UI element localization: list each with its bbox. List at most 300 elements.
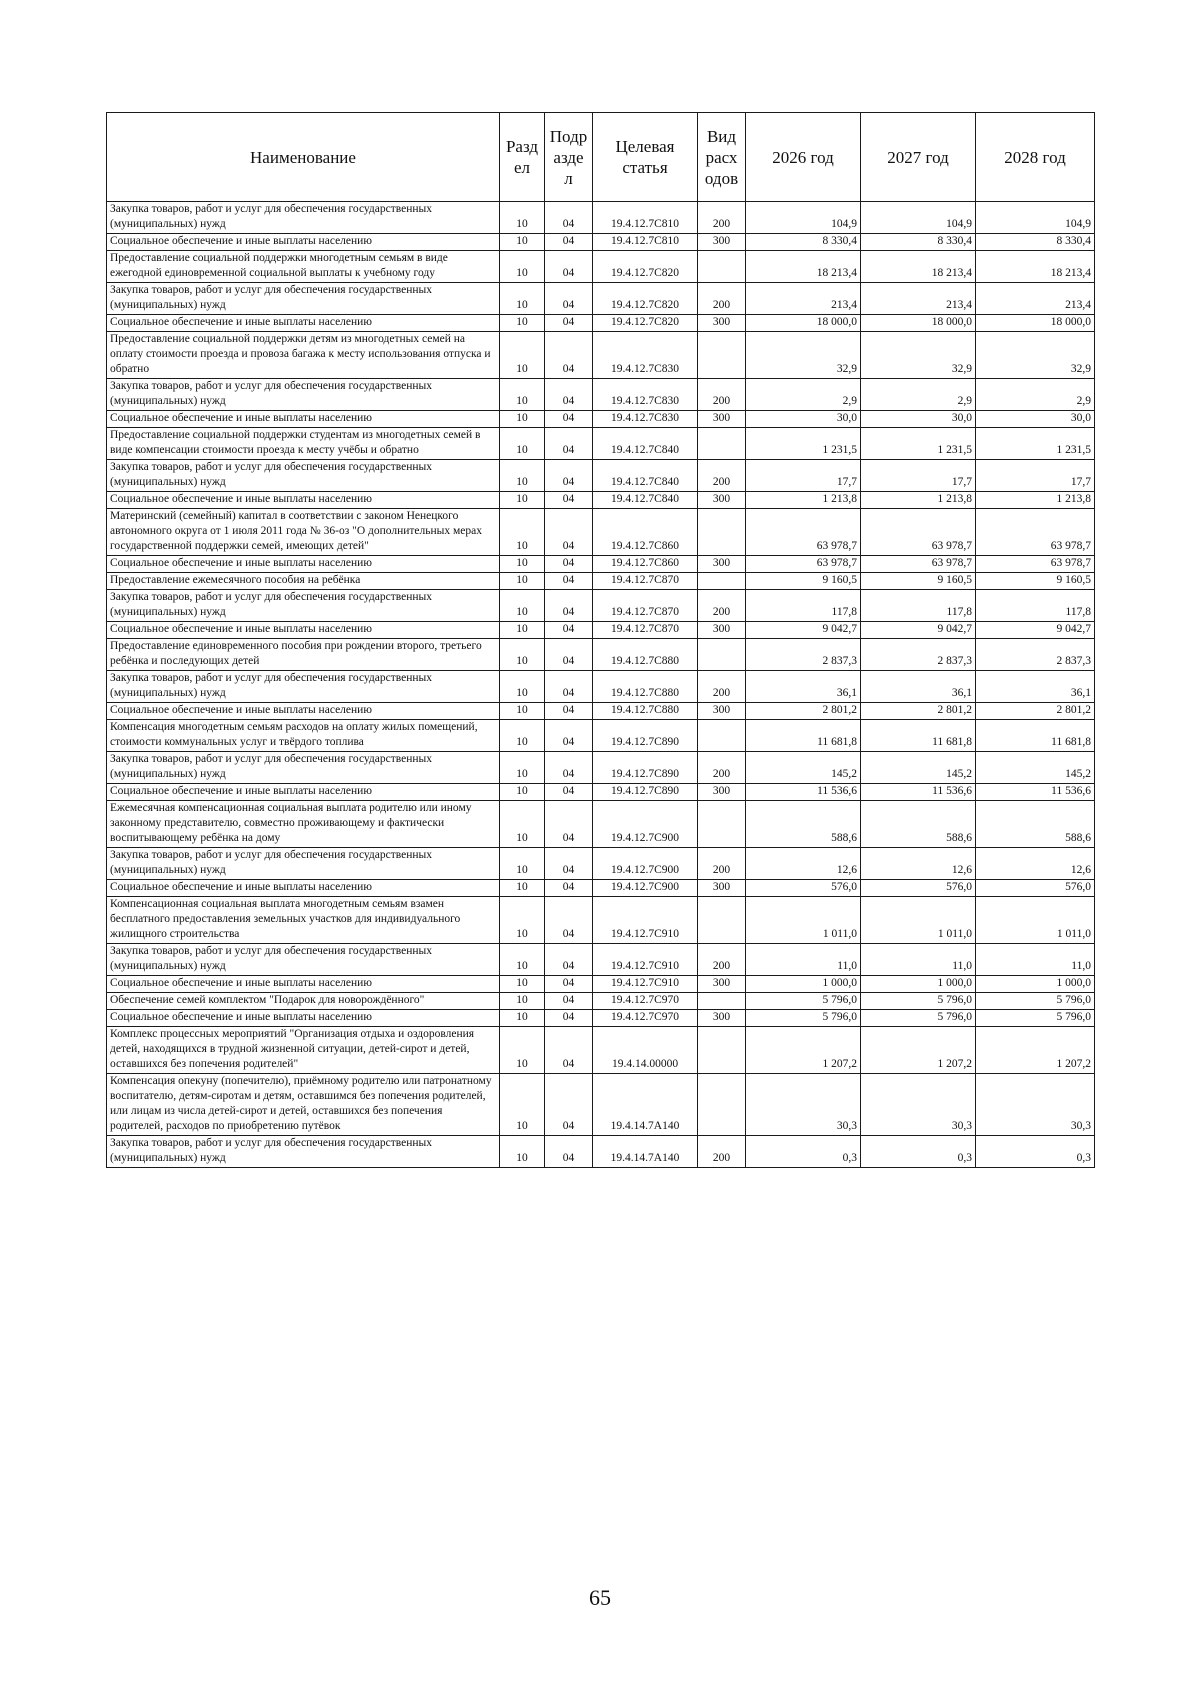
row-amount-2026: 117,8 <box>746 590 861 622</box>
table-row <box>107 460 1095 492</box>
row-name: Социальное обеспечение и иные выплаты населению <box>107 784 500 801</box>
row-target-article: 19.4.12.7С900 <box>593 801 698 848</box>
row-target-article: 19.4.12.7С840 <box>593 428 698 460</box>
table-row <box>107 897 1095 944</box>
row-expense-type: 300 <box>698 556 746 573</box>
row-target-article: 19.4.12.7С830 <box>593 411 698 428</box>
row-expense-type <box>698 897 746 944</box>
table-row <box>107 509 1095 556</box>
row-name: Закупка товаров, работ и услуг для обеспечения государственных (муниципальных) нужд <box>107 752 500 784</box>
row-podrazdel: 04 <box>545 379 593 411</box>
row-amount-2028: 1 213,8 <box>976 492 1095 509</box>
row-amount-2028: 1 000,0 <box>976 976 1095 993</box>
row-expense-type: 300 <box>698 492 746 509</box>
row-amount-2027: 18 213,4 <box>861 251 976 283</box>
header-row <box>107 113 1095 202</box>
row-amount-2027: 5 796,0 <box>861 1010 976 1027</box>
row-amount-2027: 2,9 <box>861 379 976 411</box>
row-target-article: 19.4.12.7С880 <box>593 703 698 720</box>
row-amount-2026: 30,0 <box>746 411 861 428</box>
row-razdel: 10 <box>500 880 545 897</box>
row-target-article: 19.4.12.7С910 <box>593 944 698 976</box>
row-target-article: 19.4.12.7С840 <box>593 492 698 509</box>
row-name: Закупка товаров, работ и услуг для обеспечения государственных (муниципальных) нужд <box>107 202 500 234</box>
row-amount-2026: 11,0 <box>746 944 861 976</box>
row-name: Комплекс процессных мероприятий "Организация отдыха и оздоровления детей, находящихся в трудной жизненной ситуации, детей-сирот и детей, оставшихся без попечения родителей" <box>107 1027 500 1074</box>
row-expense-type <box>698 428 746 460</box>
row-podrazdel: 04 <box>545 897 593 944</box>
row-podrazdel: 04 <box>545 1136 593 1168</box>
row-razdel: 10 <box>500 622 545 639</box>
row-razdel: 10 <box>500 428 545 460</box>
row-podrazdel: 04 <box>545 492 593 509</box>
table-row <box>107 556 1095 573</box>
row-razdel: 10 <box>500 492 545 509</box>
row-amount-2026: 213,4 <box>746 283 861 315</box>
table-row <box>107 379 1095 411</box>
row-target-article: 19.4.12.7С820 <box>593 251 698 283</box>
row-podrazdel: 04 <box>545 315 593 332</box>
row-amount-2027: 2 837,3 <box>861 639 976 671</box>
row-amount-2028: 11,0 <box>976 944 1095 976</box>
row-podrazdel: 04 <box>545 590 593 622</box>
row-amount-2027: 576,0 <box>861 880 976 897</box>
row-razdel: 10 <box>500 1074 545 1136</box>
row-amount-2026: 32,9 <box>746 332 861 379</box>
page-number: 65 <box>589 1585 611 1610</box>
row-razdel: 10 <box>500 976 545 993</box>
row-amount-2026: 18 000,0 <box>746 315 861 332</box>
row-amount-2028: 117,8 <box>976 590 1095 622</box>
row-name: Социальное обеспечение и иные выплаты населению <box>107 703 500 720</box>
row-razdel: 10 <box>500 1027 545 1074</box>
row-amount-2026: 11 681,8 <box>746 720 861 752</box>
row-amount-2027: 18 000,0 <box>861 315 976 332</box>
row-amount-2028: 32,9 <box>976 332 1095 379</box>
row-razdel: 10 <box>500 573 545 590</box>
row-amount-2026: 11 536,6 <box>746 784 861 801</box>
row-amount-2026: 2 837,3 <box>746 639 861 671</box>
header-razdel: Разд ел <box>500 113 545 202</box>
row-amount-2028: 12,6 <box>976 848 1095 880</box>
row-name: Ежемесячная компенсационная социальная выплата родителю или иному законному представителю, совместно проживающему и фактически воспитывающему ребёнка на дому <box>107 801 500 848</box>
row-amount-2027: 17,7 <box>861 460 976 492</box>
row-amount-2028: 588,6 <box>976 801 1095 848</box>
row-amount-2028: 63 978,7 <box>976 556 1095 573</box>
row-name: Социальное обеспечение и иные выплаты населению <box>107 1010 500 1027</box>
row-target-article: 19.4.12.7С830 <box>593 379 698 411</box>
row-expense-type: 300 <box>698 315 746 332</box>
row-razdel: 10 <box>500 944 545 976</box>
table-row <box>107 1027 1095 1074</box>
row-amount-2028: 0,3 <box>976 1136 1095 1168</box>
table-row <box>107 332 1095 379</box>
row-name: Закупка товаров, работ и услуг для обеспечения государственных (муниципальных) нужд <box>107 379 500 411</box>
table-row <box>107 573 1095 590</box>
row-razdel: 10 <box>500 509 545 556</box>
row-razdel: 10 <box>500 590 545 622</box>
row-amount-2028: 18 213,4 <box>976 251 1095 283</box>
row-expense-type: 200 <box>698 460 746 492</box>
row-amount-2028: 576,0 <box>976 880 1095 897</box>
row-amount-2026: 576,0 <box>746 880 861 897</box>
row-amount-2026: 9 042,7 <box>746 622 861 639</box>
row-amount-2027: 1 213,8 <box>861 492 976 509</box>
row-razdel: 10 <box>500 460 545 492</box>
table-row <box>107 428 1095 460</box>
row-razdel: 10 <box>500 784 545 801</box>
row-expense-type: 300 <box>698 234 746 251</box>
row-podrazdel: 04 <box>545 720 593 752</box>
row-expense-type <box>698 573 746 590</box>
row-amount-2026: 104,9 <box>746 202 861 234</box>
row-expense-type <box>698 1074 746 1136</box>
row-target-article: 19.4.12.7С820 <box>593 315 698 332</box>
row-amount-2028: 2 837,3 <box>976 639 1095 671</box>
row-amount-2026: 17,7 <box>746 460 861 492</box>
row-amount-2028: 213,4 <box>976 283 1095 315</box>
row-amount-2026: 12,6 <box>746 848 861 880</box>
row-expense-type: 300 <box>698 411 746 428</box>
row-name: Предоставление единовременного пособия при рождении второго, третьего ребёнка и последующих детей <box>107 639 500 671</box>
row-amount-2027: 12,6 <box>861 848 976 880</box>
table-body <box>107 202 1095 1168</box>
row-target-article: 19.4.12.7С870 <box>593 622 698 639</box>
table-row <box>107 1136 1095 1168</box>
row-name: Закупка товаров, работ и услуг для обеспечения государственных (муниципальных) нужд <box>107 1136 500 1168</box>
row-amount-2027: 63 978,7 <box>861 556 976 573</box>
row-target-article: 19.4.12.7С890 <box>593 720 698 752</box>
row-name: Материнский (семейный) капитал в соответствии с законом Ненецкого автономного округа от 1 июля 2011 года № 36-оз "О дополнительных мерах государственной поддержки семей, имеющих детей" <box>107 509 500 556</box>
row-expense-type <box>698 639 746 671</box>
table-header <box>107 113 1095 202</box>
row-expense-type: 200 <box>698 671 746 703</box>
row-amount-2026: 36,1 <box>746 671 861 703</box>
row-amount-2028: 9 042,7 <box>976 622 1095 639</box>
row-target-article: 19.4.12.7С840 <box>593 460 698 492</box>
row-amount-2026: 1 207,2 <box>746 1027 861 1074</box>
row-expense-type <box>698 801 746 848</box>
row-razdel: 10 <box>500 315 545 332</box>
row-amount-2028: 1 011,0 <box>976 897 1095 944</box>
row-amount-2027: 1 231,5 <box>861 428 976 460</box>
row-amount-2027: 30,3 <box>861 1074 976 1136</box>
row-razdel: 10 <box>500 202 545 234</box>
row-expense-type: 200 <box>698 283 746 315</box>
row-podrazdel: 04 <box>545 1027 593 1074</box>
row-podrazdel: 04 <box>545 1074 593 1136</box>
row-target-article: 19.4.12.7С890 <box>593 752 698 784</box>
table-row <box>107 801 1095 848</box>
row-expense-type <box>698 720 746 752</box>
row-name: Закупка товаров, работ и услуг для обеспечения государственных (муниципальных) нужд <box>107 848 500 880</box>
row-amount-2026: 9 160,5 <box>746 573 861 590</box>
row-razdel: 10 <box>500 703 545 720</box>
row-amount-2026: 2 801,2 <box>746 703 861 720</box>
row-razdel: 10 <box>500 848 545 880</box>
table-row <box>107 671 1095 703</box>
table-row <box>107 202 1095 234</box>
row-target-article: 19.4.14.00000 <box>593 1027 698 1074</box>
row-name: Социальное обеспечение и иные выплаты населению <box>107 880 500 897</box>
row-target-article: 19.4.12.7С900 <box>593 848 698 880</box>
row-amount-2028: 9 160,5 <box>976 573 1095 590</box>
row-amount-2028: 11 681,8 <box>976 720 1095 752</box>
row-podrazdel: 04 <box>545 460 593 492</box>
row-target-article: 19.4.12.7С910 <box>593 897 698 944</box>
table-row <box>107 251 1095 283</box>
row-podrazdel: 04 <box>545 752 593 784</box>
row-podrazdel: 04 <box>545 202 593 234</box>
table-row <box>107 703 1095 720</box>
row-target-article: 19.4.12.7С810 <box>593 202 698 234</box>
row-amount-2028: 1 231,5 <box>976 428 1095 460</box>
row-amount-2026: 63 978,7 <box>746 509 861 556</box>
row-podrazdel: 04 <box>545 703 593 720</box>
row-razdel: 10 <box>500 556 545 573</box>
table-row <box>107 784 1095 801</box>
row-podrazdel: 04 <box>545 944 593 976</box>
row-name: Обеспечение семей комплектом "Подарок для новорождённого" <box>107 993 500 1010</box>
header-year-2028: 2028 год <box>976 113 1095 202</box>
row-target-article: 19.4.12.7С880 <box>593 639 698 671</box>
row-amount-2028: 145,2 <box>976 752 1095 784</box>
row-amount-2028: 17,7 <box>976 460 1095 492</box>
row-amount-2028: 2 801,2 <box>976 703 1095 720</box>
row-amount-2026: 18 213,4 <box>746 251 861 283</box>
row-name: Компенсация опекуну (попечителю), приёмному родителю или патронатному воспитателю, детям-сиротам и детям, оставшимся без попечения родителей, или лицам из числа детей-сирот и детей, оставшихся без попечения родителей, расходов по приобретению путёвок <box>107 1074 500 1136</box>
row-amount-2026: 1 213,8 <box>746 492 861 509</box>
row-amount-2028: 5 796,0 <box>976 993 1095 1010</box>
row-amount-2027: 8 330,4 <box>861 234 976 251</box>
row-podrazdel: 04 <box>545 428 593 460</box>
row-target-article: 19.4.12.7С880 <box>593 671 698 703</box>
row-target-article: 19.4.14.7А140 <box>593 1074 698 1136</box>
table-row <box>107 411 1095 428</box>
row-name: Закупка товаров, работ и услуг для обеспечения государственных (муниципальных) нужд <box>107 283 500 315</box>
row-name: Социальное обеспечение и иные выплаты населению <box>107 556 500 573</box>
row-podrazdel: 04 <box>545 622 593 639</box>
row-amount-2026: 63 978,7 <box>746 556 861 573</box>
table-row <box>107 283 1095 315</box>
table-row <box>107 1074 1095 1136</box>
row-name: Закупка товаров, работ и услуг для обеспечения государственных (муниципальных) нужд <box>107 944 500 976</box>
table-row <box>107 622 1095 639</box>
row-podrazdel: 04 <box>545 234 593 251</box>
row-amount-2027: 1 000,0 <box>861 976 976 993</box>
row-amount-2027: 30,0 <box>861 411 976 428</box>
row-amount-2027: 11 681,8 <box>861 720 976 752</box>
table-row <box>107 720 1095 752</box>
row-amount-2027: 9 042,7 <box>861 622 976 639</box>
row-amount-2028: 11 536,6 <box>976 784 1095 801</box>
row-name: Закупка товаров, работ и услуг для обеспечения государственных (муниципальных) нужд <box>107 460 500 492</box>
row-target-article: 19.4.12.7С910 <box>593 976 698 993</box>
row-name: Закупка товаров, работ и услуг для обеспечения государственных (муниципальных) нужд <box>107 590 500 622</box>
row-podrazdel: 04 <box>545 639 593 671</box>
row-target-article: 19.4.12.7С890 <box>593 784 698 801</box>
row-expense-type: 300 <box>698 1010 746 1027</box>
row-amount-2027: 36,1 <box>861 671 976 703</box>
row-amount-2028: 18 000,0 <box>976 315 1095 332</box>
row-razdel: 10 <box>500 671 545 703</box>
row-expense-type: 200 <box>698 752 746 784</box>
row-razdel: 10 <box>500 801 545 848</box>
row-expense-type <box>698 1027 746 1074</box>
row-podrazdel: 04 <box>545 1010 593 1027</box>
row-amount-2028: 30,3 <box>976 1074 1095 1136</box>
row-amount-2028: 30,0 <box>976 411 1095 428</box>
row-name: Социальное обеспечение и иные выплаты населению <box>107 234 500 251</box>
row-amount-2027: 104,9 <box>861 202 976 234</box>
row-amount-2027: 63 978,7 <box>861 509 976 556</box>
row-expense-type: 300 <box>698 622 746 639</box>
row-amount-2027: 1 207,2 <box>861 1027 976 1074</box>
row-amount-2027: 1 011,0 <box>861 897 976 944</box>
row-amount-2028: 5 796,0 <box>976 1010 1095 1027</box>
row-target-article: 19.4.12.7С870 <box>593 573 698 590</box>
row-razdel: 10 <box>500 332 545 379</box>
row-target-article: 19.4.12.7С870 <box>593 590 698 622</box>
row-podrazdel: 04 <box>545 671 593 703</box>
row-razdel: 10 <box>500 639 545 671</box>
table-row <box>107 234 1095 251</box>
row-name: Социальное обеспечение и иные выплаты населению <box>107 411 500 428</box>
row-amount-2027: 11 536,6 <box>861 784 976 801</box>
row-expense-type: 200 <box>698 379 746 411</box>
row-podrazdel: 04 <box>545 251 593 283</box>
row-amount-2028: 104,9 <box>976 202 1095 234</box>
row-expense-type: 300 <box>698 976 746 993</box>
row-amount-2027: 32,9 <box>861 332 976 379</box>
header-podrazdel: Подр азде л <box>545 113 593 202</box>
row-podrazdel: 04 <box>545 509 593 556</box>
table-row <box>107 492 1095 509</box>
row-name: Социальное обеспечение и иные выплаты населению <box>107 622 500 639</box>
row-expense-type <box>698 509 746 556</box>
row-razdel: 10 <box>500 897 545 944</box>
row-razdel: 10 <box>500 411 545 428</box>
budget-table-sheet <box>106 112 1094 1168</box>
table-row <box>107 944 1095 976</box>
row-razdel: 10 <box>500 251 545 283</box>
row-name: Компенсация многодетным семьям расходов на оплату жилых помещений, стоимости коммунальных услуг и твёрдого топлива <box>107 720 500 752</box>
row-expense-type <box>698 251 746 283</box>
row-amount-2026: 8 330,4 <box>746 234 861 251</box>
row-amount-2026: 1 000,0 <box>746 976 861 993</box>
row-name: Предоставление социальной поддержки студентам из многодетных семей в виде компенсации стоимости проезда к месту учёбы и обратно <box>107 428 500 460</box>
table-row <box>107 1010 1095 1027</box>
header-target-article: Целевая статья <box>593 113 698 202</box>
row-amount-2026: 145,2 <box>746 752 861 784</box>
row-amount-2026: 588,6 <box>746 801 861 848</box>
row-target-article: 19.4.12.7С970 <box>593 993 698 1010</box>
row-amount-2026: 2,9 <box>746 379 861 411</box>
row-amount-2026: 1 011,0 <box>746 897 861 944</box>
row-expense-type: 300 <box>698 880 746 897</box>
row-amount-2028: 8 330,4 <box>976 234 1095 251</box>
row-expense-type: 200 <box>698 848 746 880</box>
row-name: Предоставление ежемесячного пособия на ребёнка <box>107 573 500 590</box>
row-podrazdel: 04 <box>545 784 593 801</box>
row-target-article: 19.4.12.7С860 <box>593 556 698 573</box>
row-expense-type: 300 <box>698 703 746 720</box>
table-row <box>107 315 1095 332</box>
row-razdel: 10 <box>500 993 545 1010</box>
row-amount-2028: 2,9 <box>976 379 1095 411</box>
row-amount-2026: 5 796,0 <box>746 1010 861 1027</box>
row-name: Закупка товаров, работ и услуг для обеспечения государственных (муниципальных) нужд <box>107 671 500 703</box>
row-amount-2028: 36,1 <box>976 671 1095 703</box>
row-razdel: 10 <box>500 752 545 784</box>
table-row <box>107 976 1095 993</box>
row-name: Компенсационная социальная выплата многодетным семьям взамен бесплатного предоставления земельных участков для индивидуального жилищного строительства <box>107 897 500 944</box>
row-razdel: 10 <box>500 1010 545 1027</box>
table-row <box>107 639 1095 671</box>
header-year-2027: 2027 год <box>861 113 976 202</box>
row-target-article: 19.4.12.7С810 <box>593 234 698 251</box>
row-name: Социальное обеспечение и иные выплаты населению <box>107 976 500 993</box>
row-razdel: 10 <box>500 720 545 752</box>
row-expense-type: 200 <box>698 1136 746 1168</box>
row-podrazdel: 04 <box>545 993 593 1010</box>
row-podrazdel: 04 <box>545 573 593 590</box>
header-expense-type: Вид расх одов <box>698 113 746 202</box>
row-target-article: 19.4.12.7С860 <box>593 509 698 556</box>
table-row <box>107 848 1095 880</box>
row-expense-type <box>698 993 746 1010</box>
row-podrazdel: 04 <box>545 556 593 573</box>
table-row <box>107 993 1095 1010</box>
row-name: Социальное обеспечение и иные выплаты населению <box>107 492 500 509</box>
row-target-article: 19.4.12.7С900 <box>593 880 698 897</box>
table-row <box>107 752 1095 784</box>
row-amount-2026: 0,3 <box>746 1136 861 1168</box>
row-expense-type <box>698 332 746 379</box>
row-name: Предоставление социальной поддержки детям из многодетных семей на оплату стоимости проезда и провоза багажа к месту использования отпуска и обратно <box>107 332 500 379</box>
row-amount-2027: 145,2 <box>861 752 976 784</box>
row-amount-2027: 117,8 <box>861 590 976 622</box>
row-target-article: 19.4.12.7С970 <box>593 1010 698 1027</box>
row-amount-2028: 1 207,2 <box>976 1027 1095 1074</box>
row-podrazdel: 04 <box>545 848 593 880</box>
row-expense-type: 200 <box>698 202 746 234</box>
row-expense-type: 300 <box>698 784 746 801</box>
row-name: Социальное обеспечение и иные выплаты населению <box>107 315 500 332</box>
row-amount-2027: 9 160,5 <box>861 573 976 590</box>
header-year-2026: 2026 год <box>746 113 861 202</box>
row-podrazdel: 04 <box>545 976 593 993</box>
row-amount-2028: 63 978,7 <box>976 509 1095 556</box>
row-name: Предоставление социальной поддержки многодетным семьям в виде ежегодной единовременной социальной выплаты к учебному году <box>107 251 500 283</box>
row-target-article: 19.4.12.7С820 <box>593 283 698 315</box>
row-razdel: 10 <box>500 379 545 411</box>
budget-table <box>106 112 1095 1168</box>
row-amount-2027: 11,0 <box>861 944 976 976</box>
row-amount-2026: 5 796,0 <box>746 993 861 1010</box>
row-razdel: 10 <box>500 1136 545 1168</box>
row-amount-2026: 30,3 <box>746 1074 861 1136</box>
row-podrazdel: 04 <box>545 332 593 379</box>
row-expense-type: 200 <box>698 944 746 976</box>
row-amount-2026: 1 231,5 <box>746 428 861 460</box>
row-podrazdel: 04 <box>545 283 593 315</box>
header-name: Наименование <box>107 113 500 202</box>
row-razdel: 10 <box>500 283 545 315</box>
table-row <box>107 590 1095 622</box>
row-amount-2027: 5 796,0 <box>861 993 976 1010</box>
row-podrazdel: 04 <box>545 411 593 428</box>
